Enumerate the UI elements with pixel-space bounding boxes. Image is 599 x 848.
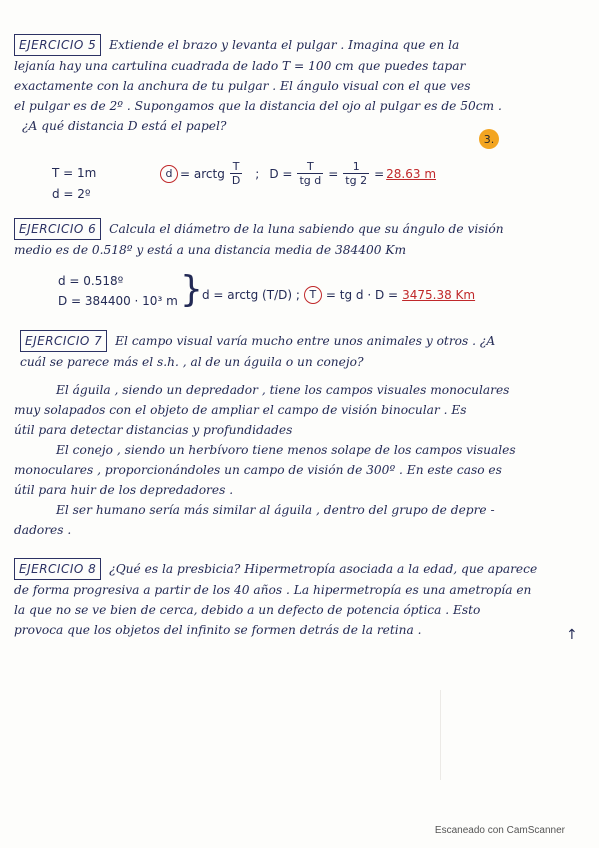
exercise-5-line-5: ¿A qué distancia D está el papel? xyxy=(22,119,227,133)
frac-den: tg d xyxy=(299,174,322,187)
circled-d: d xyxy=(160,165,178,183)
frac-num: T xyxy=(230,160,242,174)
exercise-8-text: ¿Qué es la presbicia? Hipermetropía asociada a la edad, que aparece xyxy=(109,562,538,576)
exercise-8-line-4: provoca que los objetos del infinito se formen detrás de la retina . xyxy=(14,623,422,637)
exercise-6-line-1 xyxy=(14,218,587,240)
exercise-7 xyxy=(14,330,587,540)
answer-5: 28.63 m xyxy=(386,166,437,181)
frac-num: T xyxy=(297,160,323,174)
exercise-7-line-2: cuál se parece más el s.h. , al de un águila o un conejo? xyxy=(20,355,364,369)
arctg-formula: d = arctg (T/D) ; xyxy=(202,288,300,302)
exercise-5-label: EJERCICIO 5 xyxy=(14,34,101,56)
frac-den: tg 2 xyxy=(345,174,368,187)
exercise-6-line-2: medio es de 0.518º y está a una distancia media de 384400 Km xyxy=(14,243,407,257)
exercise-7-line-9: El ser humano sería más similar al águila , dentro del grupo de depre - xyxy=(56,503,495,517)
bleed-through-marks xyxy=(440,690,571,780)
exercise-7-label: EJERCICIO 7 xyxy=(20,330,107,352)
frac-den: D xyxy=(231,174,241,187)
scanner-watermark: Escaneado con CamScanner xyxy=(434,825,565,836)
exercise-6-text: Calcula el diámetro de la luna sabiendo que su ángulo de visión xyxy=(109,222,504,236)
given-T: T = 1m xyxy=(52,166,97,180)
fraction-T-D xyxy=(230,160,242,187)
separator: ; xyxy=(255,166,260,181)
formula-5 xyxy=(160,160,436,187)
exercise-7-line-5: útil para detectar distancias y profundidades xyxy=(14,423,293,437)
exercise-7-line-6: El conejo , siendo un herbívoro tiene menos solape de los campos visuales xyxy=(56,443,516,457)
tg-formula: = tg d · D = xyxy=(325,288,399,302)
exercise-5-line-2: lejanía hay una cartulina cuadrada de lado T = 100 cm que puedes tapar xyxy=(14,59,466,73)
frac-num: 1 xyxy=(343,160,369,174)
D-equals: D = xyxy=(269,166,293,181)
exercise-5-line-3: exactamente con la anchura de tu pulgar . El ángulo visual con el que ves xyxy=(14,79,471,93)
arctg-text: = arctg xyxy=(180,166,225,181)
exercise-6-label: EJERCICIO 6 xyxy=(14,218,101,240)
exercise-8 xyxy=(14,558,587,640)
exercise-8-line-1 xyxy=(14,558,587,580)
exercise-6 xyxy=(14,218,587,260)
exercise-8-label: EJERCICIO 8 xyxy=(14,558,101,580)
exercise-5-line-1 xyxy=(14,34,587,56)
circled-T: T xyxy=(304,286,322,304)
exercise-8-line-3: la que no se ve bien de cerca, debido a un defecto de potencia óptica . Esto xyxy=(14,603,481,617)
exercise-7-line-7: monoculares , proporcionándoles un campo de visión de 300º . En este caso es xyxy=(14,463,502,477)
answer-6: 3475.38 Km xyxy=(402,288,476,302)
exercise-7-text: El campo visual varía mucho entre unos animales y otros . ¿A xyxy=(115,334,496,348)
score-badge: 3. xyxy=(479,129,499,149)
formula-6 xyxy=(202,286,475,304)
given-d-6: d = 0.518º xyxy=(58,274,124,288)
equals: = xyxy=(328,166,339,181)
exercise-8-line-2: de forma progresiva a partir de los 40 años . La hipermetropía es una ametropía en xyxy=(14,583,532,597)
exercise-7-line-4: muy solapados con el objeto de ampliar el campo de visión binocular . Es xyxy=(14,403,467,417)
curly-brace: } xyxy=(180,269,203,310)
exercise-5-line-4: el pulgar es de 2º . Supongamos que la distancia del ojo al pulgar es de 50cm . xyxy=(14,99,502,113)
exercise-7-line-10: dadores . xyxy=(14,523,72,537)
fraction-T-tgd xyxy=(297,160,323,187)
fraction-1-tg2 xyxy=(343,160,369,187)
exercise-7-line-1 xyxy=(14,330,587,352)
exercise-7-line-8: útil para huir de los depredadores . xyxy=(14,483,234,497)
given-D-6: D = 384400 · 10³ m xyxy=(58,294,178,308)
exercise-7-line-3: El águila , siendo un depredador , tiene los campos visuales monoculares xyxy=(56,383,510,397)
up-arrow-icon: ↑ xyxy=(566,627,578,643)
exercise-5 xyxy=(14,34,587,136)
equals: = xyxy=(374,166,385,181)
given-d: d = 2º xyxy=(52,187,91,201)
exercise-5-text: Extiende el brazo y levanta el pulgar . Imagina que en la xyxy=(109,38,460,52)
